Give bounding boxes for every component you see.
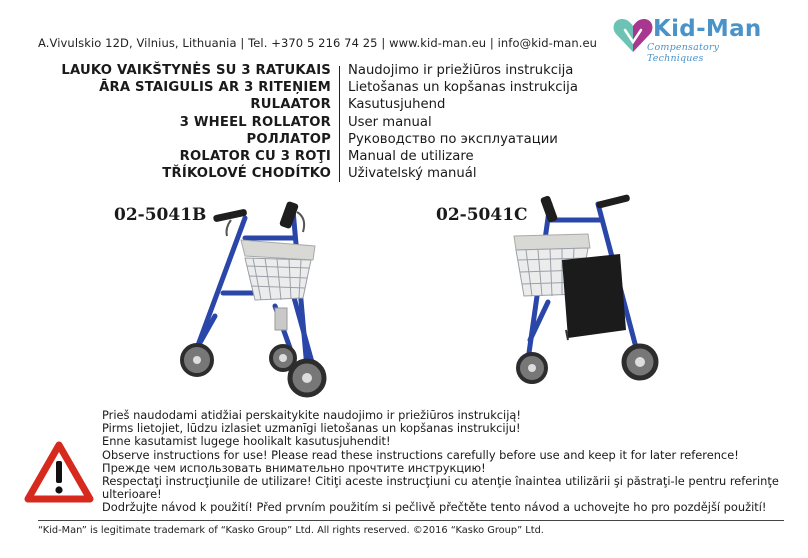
notice-line: Pirms lietojiet, lūdzu izlasiet uzmanīgi lietošanas un kopšanas instrukciju! [102,421,521,436]
title-row-ee [0,97,808,114]
notice-line: Dodržujte návod k použití! Před prvním použitím si pečlivě přečtěte tento návod a uchovejte ho pro pozdější použití! [102,500,767,515]
manual-title: Руководство по эксплуатации [348,131,558,147]
manual-title: Naudojimo ir priežiūros instrukcija [348,63,574,78]
notice-line: Prieš naudodami atidžiai perskaitykite naudojimo ir priežiūros instrukciją! [102,408,521,422]
model-label-left: 02-5041B [114,205,207,225]
notice-line: ulterioare! [102,487,162,502]
title-row-lv [0,80,808,97]
product-title: LAUKO VAIKŠTYNĖS SU 3 RATUKAIS [61,63,331,78]
manual-title: Manual de utilizare [348,148,474,164]
title-row-ru [0,132,808,149]
product-title: РОЛЛАТОР [246,131,331,147]
title-row-lt [0,63,808,80]
product-title: RULAATOR [250,97,331,113]
product-title: ROLATOR CU 3 ROŢI [179,148,331,164]
logo-name: Kid-Man [653,16,762,42]
product-title: TŘÍKOLOVÉ CHODÍTKO [162,166,331,182]
manual-title: Lietošanas un kopšanas instrukcija [348,80,578,96]
model-label-right: 02-5041C [436,205,528,225]
notice-line: Прежде чем использовать внимательно прочтите инструкцию! [102,460,486,475]
product-title: ĀRA STAIGULIS AR 3 RITEŅIEM [99,80,331,96]
kid-man-logo [611,14,771,64]
notice-line: Observe instructions for use! Please read these instructions carefully before use and keep it for later reference! [102,447,739,462]
notice-line: Enne kasutamist lugege hoolikalt kasutusjuhendit! [102,434,391,449]
logo-tagline: Compensatory Techniques [647,42,720,64]
title-list [0,63,808,183]
footer-trademark: “Kid-Man” is legitimate trademark of “Kasko Group” Ltd. All rights reserved. ©2016 “Kasko Group” Ltd. [38,525,544,536]
contact-line: A.Vivulskio 12D, Vilnius, Lithuania | Tel. +370 5 216 74 25 | www.kid-man.eu | info@kid-man.eu [38,36,598,50]
title-row-ro [0,149,808,166]
notice-line: Respectaţi instrucţiunile de utilizare! Citiţi aceste instrucţiuni cu atenţie înaintea utilizării şi păstraţi-le pentru referinţe [102,474,779,489]
rollator-bag-image [510,190,660,395]
manual-title: Kasutusjuhend [348,97,446,113]
manual-title: User manual [348,114,432,130]
footer-divider [38,520,784,521]
rollator-basket-image [175,198,350,403]
instruction-notice [102,409,792,515]
product-title: 3 WHEEL ROLLATOR [179,114,331,130]
title-row-cz [0,166,808,183]
warning-triangle-icon [24,441,94,503]
title-row-en [0,115,808,132]
manual-title: Uživatelský manuál [348,166,477,182]
